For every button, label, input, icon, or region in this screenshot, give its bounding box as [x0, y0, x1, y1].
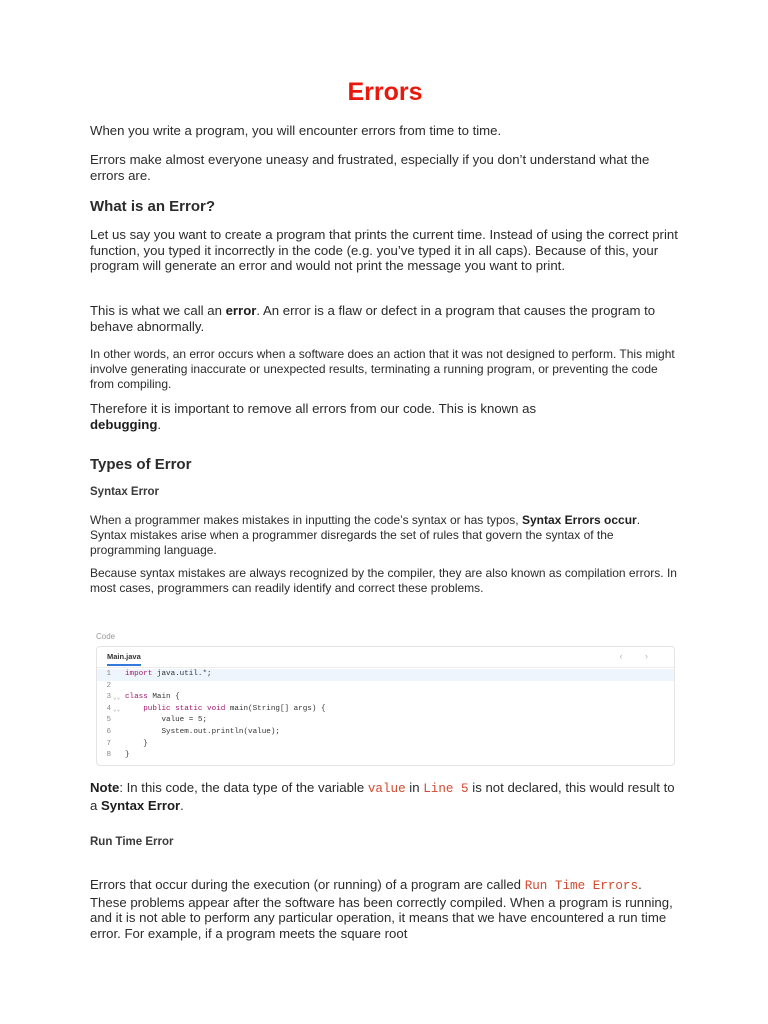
line-number: 7: [106, 739, 111, 748]
line-number: 6: [106, 727, 111, 736]
what-paragraph-2: [90, 303, 680, 334]
code-rest: Main {: [147, 693, 180, 702]
text: When a programmer makes mistakes in inputting the code’s syntax or has typos,: [90, 513, 522, 527]
inline-code-value: value: [367, 782, 406, 796]
code-editor[interactable]: [96, 646, 675, 766]
fold-icon[interactable]: ⌄⌄: [113, 705, 121, 713]
page-title: Errors: [347, 78, 423, 106]
text: Errors that occur during the execution (or running) of a program are called: [90, 877, 525, 892]
heading-run-time-error: Run Time Error: [90, 836, 174, 848]
what-paragraph-4: [90, 401, 590, 432]
code-rest: }: [125, 751, 130, 760]
bold-syntax-errors: Syntax Errors occur: [521, 513, 637, 527]
line-number: 8: [106, 751, 111, 760]
note-paragraph: [90, 780, 675, 813]
fold-icon[interactable]: ⌄⌄: [113, 694, 121, 702]
code-line-4: [97, 704, 674, 716]
text: .: [157, 416, 162, 432]
line-number: 1: [106, 670, 111, 678]
note-label: Note: [90, 780, 120, 795]
code-rest: value = 5;: [125, 716, 208, 725]
line-number: 5: [106, 716, 111, 725]
text: : In this code, the data type of the variable: [119, 780, 368, 795]
code-line-5: [97, 715, 674, 727]
line-number: 3: [106, 693, 111, 702]
code-rest: main(String[] args) {: [225, 704, 326, 713]
heading-types-of-error: Types of Error: [90, 456, 192, 473]
code-text: [125, 704, 326, 716]
code-line-2: [97, 681, 674, 693]
code-line-7: [97, 739, 674, 751]
syntax-paragraph-1: [90, 513, 650, 558]
keyword: public static void: [125, 704, 226, 713]
code-rest: System.out.println(value);: [125, 727, 280, 736]
code-text: [125, 692, 180, 704]
bold-debugging: debugging: [90, 416, 158, 432]
bold-error: error: [225, 303, 257, 318]
bold-syntax-error: Syntax Error: [101, 797, 181, 813]
code-text: [125, 727, 280, 739]
code-label: Code: [96, 632, 116, 641]
code-text: [125, 739, 148, 751]
syntax-paragraph-2: Because syntax mistakes are always recognized by the compiler, they are also known as compilation errors. In most cases, programmers can readily identify and correct these problems.: [90, 566, 677, 595]
code-lines: [97, 669, 674, 762]
text: . Syntax mistakes arise when a programmer disregards the set of rules that govern the syntax of the programming language.: [90, 513, 641, 557]
code-rest: java.util.*;: [152, 670, 212, 678]
runtime-paragraph-1: [90, 877, 680, 941]
heading-syntax-error: Syntax Error: [90, 486, 160, 498]
tab-nav-arrows[interactable]: ‹ ›: [619, 651, 658, 661]
text: is not declared, this would result to a: [90, 780, 675, 813]
text: . An error is a flaw or defect in a program that causes the program to behave abnormally.: [90, 303, 656, 334]
line-number: 2: [106, 681, 111, 690]
keyword: import: [125, 670, 153, 678]
code-line-8: [97, 750, 674, 762]
text: in: [405, 780, 424, 795]
text: Therefore it is important to remove all errors from our code. This is known as: [90, 401, 537, 416]
text: This is what we call an: [90, 303, 226, 318]
code-line-6: [97, 727, 674, 739]
code-tab-bar: [97, 647, 674, 668]
code-line-1: [97, 669, 674, 681]
code-text: [125, 750, 130, 762]
code-text: [125, 715, 207, 727]
line-number: 4: [106, 704, 111, 713]
keyword: class: [125, 693, 148, 702]
what-paragraph-3: In other words, an error occurs when a software does an action that it was not designed to perform. This might involve generating inaccurate or unexpected results, terminating a running program, or preventing the code from compiling.: [90, 347, 675, 391]
intro-paragraph-1: When you write a program, you will encounter errors from time to time.: [90, 123, 502, 138]
text: . These problems appear after the software has been correctly compiled. When a program is running, and it is not able to perform any particular operation, it means that we have encountered a run time error. For example, if a program meets the square root: [90, 877, 673, 941]
inline-code-line5: Line 5: [423, 782, 469, 796]
text: .: [180, 797, 184, 813]
what-paragraph-1: Let us say you want to create a program that prints the current time. Instead of using the correct print function, you typed it incorrectly in the code (e.g. you’ve typed it in all caps). Because of this, your program will generate an error and would not print the message you want to print.: [90, 227, 678, 273]
code-rest: }: [125, 739, 148, 748]
inline-code-run-time-errors: Run Time Errors: [524, 879, 639, 893]
code-text: [125, 669, 212, 681]
heading-what-is-error: What is an Error?: [90, 198, 216, 215]
tab-main-java[interactable]: Main.java: [107, 652, 141, 666]
code-line-3: [97, 692, 674, 704]
intro-paragraph-2: Errors make almost everyone uneasy and frustrated, especially if you don’t understand what the errors are.: [90, 152, 650, 183]
